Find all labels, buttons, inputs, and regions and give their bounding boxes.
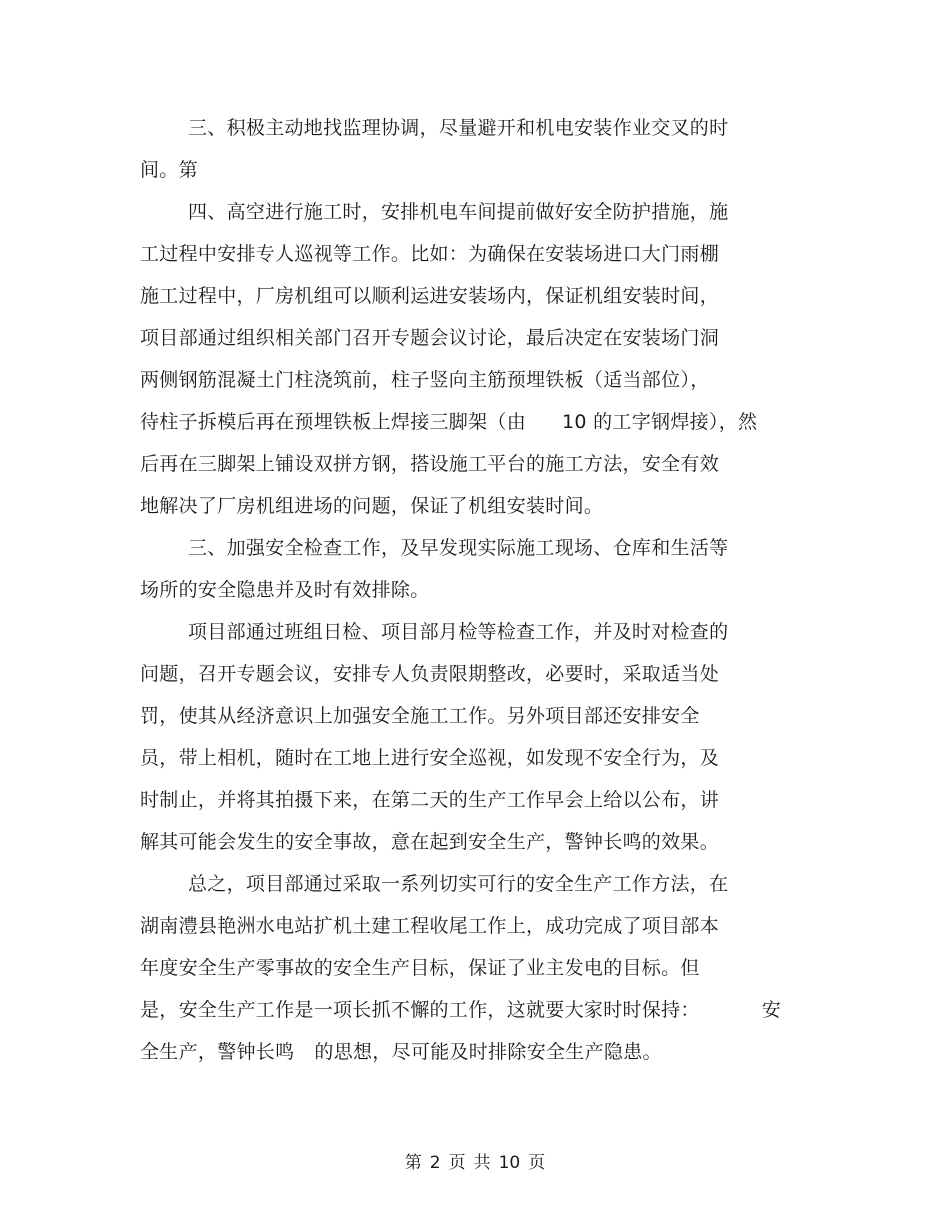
paragraph-line: 项目部通过班组日检、项目部月检等检查工作，并及时对检查的 xyxy=(188,621,729,643)
footer-total-pages: 10 xyxy=(498,1153,521,1173)
paragraph-line xyxy=(140,998,781,1022)
paragraph-line: 施工过程中，厂房机组可以顺利运进安装场内，保证机组安装时间， xyxy=(140,285,720,307)
final-text-start: 全生产，警钟长鸣 xyxy=(140,1041,295,1063)
paragraph-line: 员，带上相机，随时在工地上进行安全巡视，如发现不安全行为，及 xyxy=(140,747,720,769)
paragraph-line: 工过程中安排专人巡视等工作。比如：为确保在安装场进口大门雨棚 xyxy=(140,243,720,265)
paragraph-line: 年度安全生产零事故的安全生产目标，保证了业主发电的目标。但 xyxy=(140,957,700,979)
weld-text-end: 10 的工字钢焊接），然 xyxy=(562,411,758,433)
footer-page-unit: 页 xyxy=(448,1153,466,1173)
paragraph-line xyxy=(140,1040,662,1064)
paragraph-line: 解其可能会发生的安全事故，意在起到安全生产，警钟长鸣的效果。 xyxy=(140,831,720,853)
closing-text-start: 是，安全生产工作是一项长抓不懈的工作，这就要大家时时保持： xyxy=(140,999,700,1021)
final-text-end: 的思想，尽可能及时排除安全生产隐患。 xyxy=(314,1041,662,1063)
paragraph-line: 时制止，并将其拍摄下来，在第二天的生产工作早会上给以公布，讲 xyxy=(140,789,720,811)
paragraph-line: 两侧钢筋混凝土门柱浇筑前，柱子竖向主筋预埋铁板（适当部位）， xyxy=(140,369,710,391)
footer-page-label: 第 xyxy=(404,1153,422,1173)
paragraph-line: 问题，召开专题会议，安排专人负责限期整改，必要时，采取适当处 xyxy=(140,663,720,685)
page-footer xyxy=(0,1152,950,1174)
paragraph-line xyxy=(140,410,757,434)
paragraph-line: 场所的安全隐患并及时有效排除。 xyxy=(140,579,430,601)
footer-page-number: 2 xyxy=(429,1153,441,1173)
footer-total-unit: 页 xyxy=(528,1153,546,1173)
paragraph-line: 湖南澧县艳洲水电站扩机土建工程收尾工作上，成功完成了项目部本 xyxy=(140,915,720,937)
closing-text-end: 安 xyxy=(761,999,782,1021)
paragraph-line: 罚，使其从经济意识上加强安全施工工作。另外项目部还安排安全 xyxy=(140,705,700,727)
paragraph-line: 地解决了厂房机组进场的问题，保证了机组安装时间。 xyxy=(140,495,604,517)
paragraph-line: 项目部通过组织相关部门召开专题会议讨论，最后决定在安装场门洞 xyxy=(140,327,720,349)
paragraph-line: 三、积极主动地找监理协调，尽量避开和机电安装作业交叉的时 xyxy=(188,117,729,139)
paragraph-line: 三、加强安全检查工作，及早发现实际施工现场、仓库和生活等 xyxy=(188,537,729,559)
footer-total-label: 共 xyxy=(473,1153,491,1173)
weld-text-start: 待柱子拆模后再在预埋铁板上焊接三脚架（由 xyxy=(140,411,527,433)
paragraph-line: 间。第 xyxy=(140,159,198,181)
paragraph-line: 后再在三脚架上铺设双拼方钢，搭设施工平台的施工方法，安全有效 xyxy=(140,453,720,475)
paragraph-line: 总之，项目部通过采取一系列切实可行的安全生产工作方法，在 xyxy=(188,873,729,895)
paragraph-line: 四、高空进行施工时，安排机电车间提前做好安全防护措施，施 xyxy=(188,201,729,223)
